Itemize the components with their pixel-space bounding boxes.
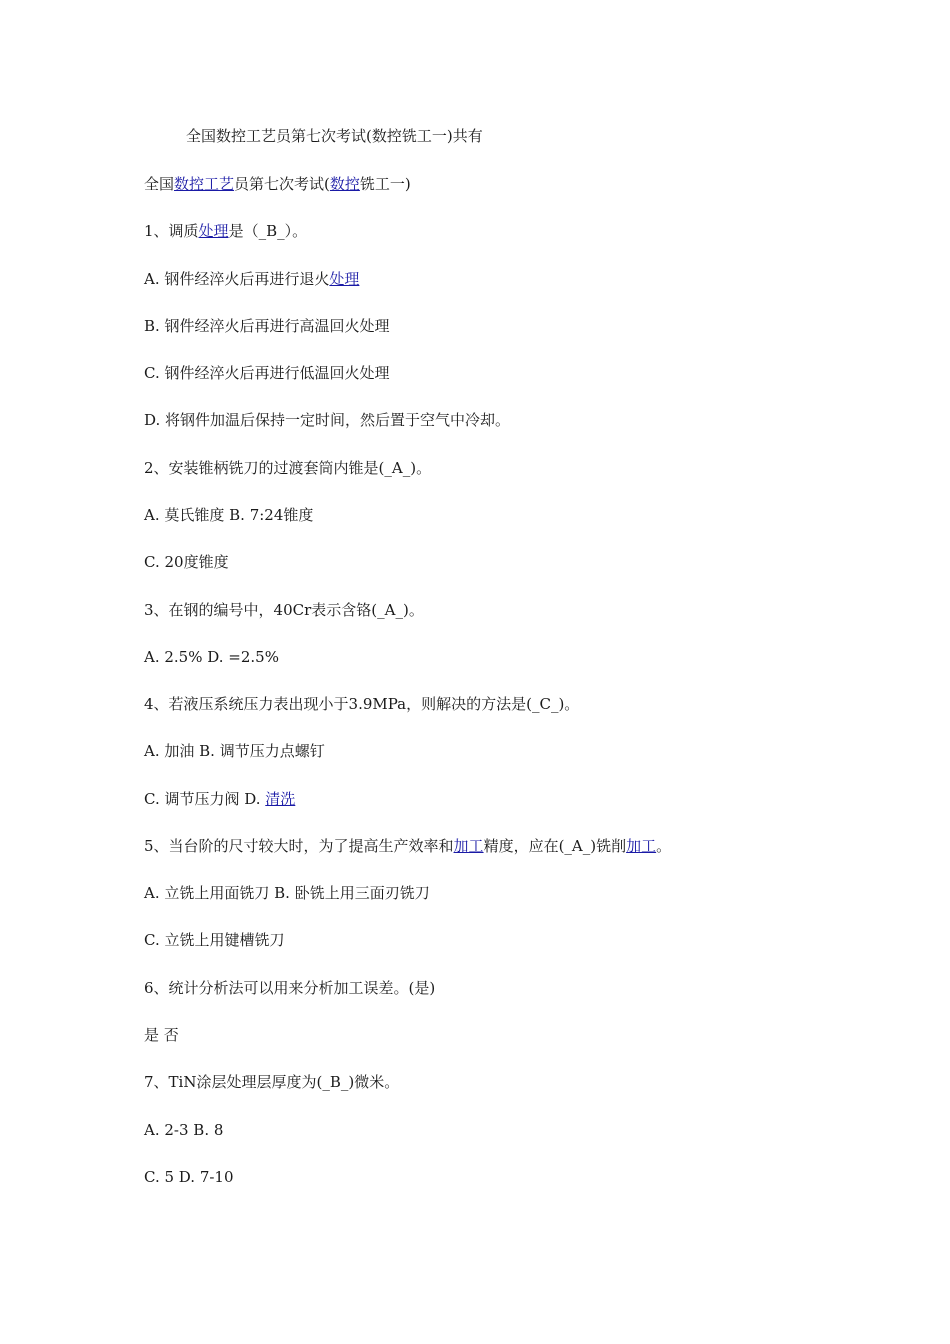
question-5-option-c: C. 立铣上用键槽铣刀 [144, 931, 285, 949]
question-1-option-c: C. 钢件经淬火后再进行低温回火处理 [144, 364, 390, 382]
question-6-stem: 6、统计分析法可以用来分析加工误差。(是) [144, 979, 436, 997]
question-2-option-c: C. 20度锥度 [144, 553, 229, 571]
question-6-options: 是 否 [144, 1026, 179, 1044]
document-title: 全国数控工艺员第七次考试(数控铣工一)共有 [186, 127, 483, 145]
question-5-options-ab: A. 立铣上用面铣刀 B. 卧铣上用三面刃铣刀 [144, 884, 430, 902]
link-processing[interactable]: 处理 [198, 222, 229, 240]
question-7-stem: 7、TiN涂层处理层厚度为(_B_)微米。 [144, 1073, 400, 1091]
link-cnc-process[interactable]: 数控工艺 [174, 175, 235, 193]
question-7-options-cd: C. 5 D. 7-10 [144, 1168, 234, 1186]
question-3-stem: 3、在钢的编号中，40Cr表示含铬(_A_)。 [144, 601, 424, 619]
link-cnc[interactable]: 数控 [329, 175, 360, 193]
question-text: 1、调质 [144, 222, 199, 240]
link-machining[interactable]: 加工 [626, 837, 657, 855]
question-4-options-ab: A. 加油 B. 调节压力点螺钉 [144, 742, 325, 760]
question-1-option-b: B. 钢件经淬火后再进行高温回火处理 [144, 317, 390, 335]
question-1-option-d: D. 将钢件加温后保持一定时间，然后置于空气中冷却。 [144, 411, 511, 429]
question-2-stem: 2、安装锥柄铣刀的过渡套筒内锥是(_A_)。 [144, 459, 432, 477]
question-7-options-ab: A. 2-3 B. 8 [144, 1121, 224, 1139]
question-2-options-ab: A. 莫氏锥度 B. 7:24锥度 [144, 506, 314, 524]
link-cleaning[interactable]: 清洗 [265, 790, 296, 808]
question-4-options-cd [144, 788, 295, 810]
document-heading [144, 173, 411, 195]
option-text: A. 钢件经淬火后再进行退火 [144, 270, 330, 288]
heading-text: 员第七次考试( [234, 175, 330, 193]
link-machining[interactable]: 加工 [453, 837, 484, 855]
heading-text: 铣工一) [359, 175, 411, 193]
question-3-options: A. 2.5% D. =2.5% [144, 648, 279, 666]
heading-text: 全国 [144, 175, 175, 193]
question-text: 5、当台阶的尺寸较大时，为了提高生产效率和 [144, 837, 454, 855]
question-1-stem [144, 220, 307, 242]
question-text: 精度，应在(_A_)铣削 [483, 837, 627, 855]
question-5-stem [144, 835, 671, 857]
option-text: C. 调节压力阀 D. [144, 790, 266, 808]
question-1-option-a [144, 268, 359, 290]
question-text: 是（_B_）。 [228, 222, 308, 240]
link-processing[interactable]: 处理 [329, 270, 360, 288]
question-text: 。 [656, 837, 672, 855]
question-4-stem: 4、若液压系统压力表出现小于3.9MPa，则解决的方法是(_C_)。 [144, 695, 580, 713]
